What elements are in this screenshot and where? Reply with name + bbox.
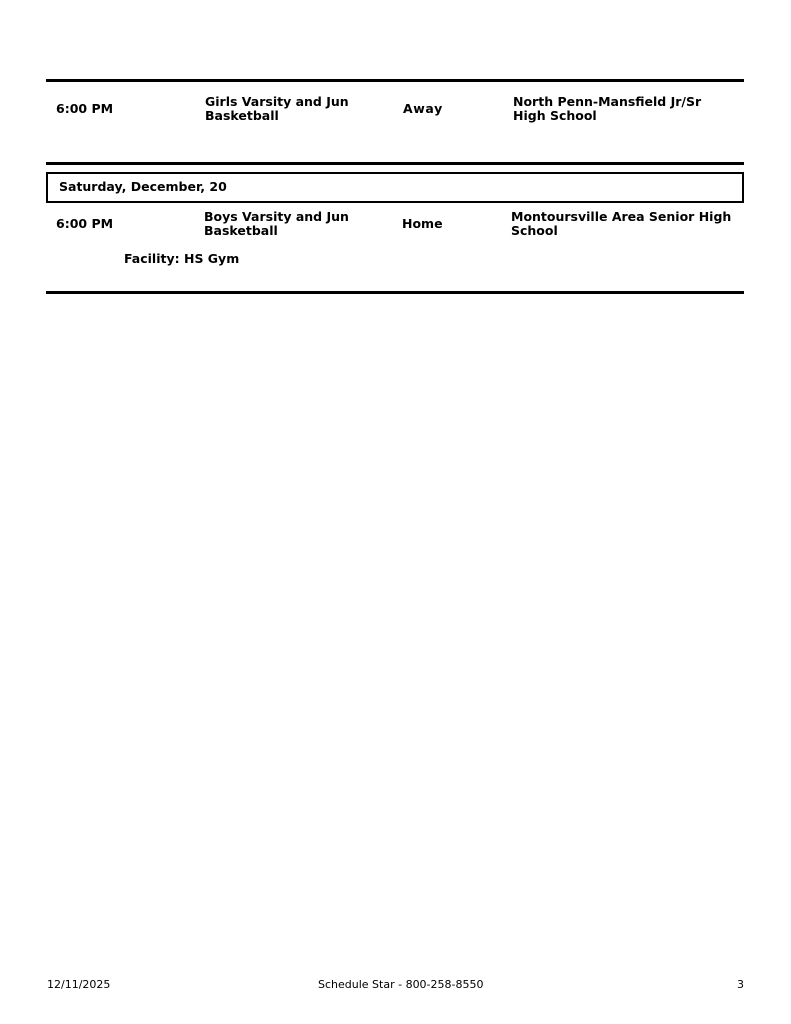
event-1-opponent-line1: North Penn-Mansfield Jr/Sr — [513, 94, 702, 109]
event-2-opponent — [511, 210, 731, 238]
event-2-facility: Facility: HS Gym — [124, 251, 240, 266]
event-1-activity-line1: Girls Varsity and Jun — [205, 94, 349, 109]
date-header — [46, 172, 744, 203]
footer-provider: Schedule Star - 800-258-8550 — [318, 978, 484, 991]
event-2-time: 6:00 PM — [56, 216, 114, 231]
event-1-activity — [205, 95, 349, 123]
event-2-location: Home — [402, 216, 443, 231]
event-2-activity-line2: Basketball — [204, 223, 278, 238]
event-2-activity-line1: Boys Varsity and Jun — [204, 209, 349, 224]
event-1-location: Away — [403, 101, 443, 116]
date-header-label: Saturday, December, 20 — [59, 179, 227, 194]
event-2-activity — [204, 210, 349, 238]
event-2-opponent-line2: School — [511, 223, 558, 238]
event-1-opponent — [513, 95, 701, 123]
bottom-divider — [46, 291, 744, 294]
event-divider — [46, 162, 744, 165]
top-divider — [46, 79, 744, 82]
footer-page-number: 3 — [737, 978, 744, 991]
event-1-time: 6:00 PM — [56, 101, 114, 116]
event-1-activity-line2: Basketball — [205, 108, 279, 123]
footer-printed-date: 12/11/2025 — [47, 978, 111, 991]
event-2-opponent-line1: Montoursville Area Senior High — [511, 209, 732, 224]
event-1-opponent-line2: High School — [513, 108, 597, 123]
